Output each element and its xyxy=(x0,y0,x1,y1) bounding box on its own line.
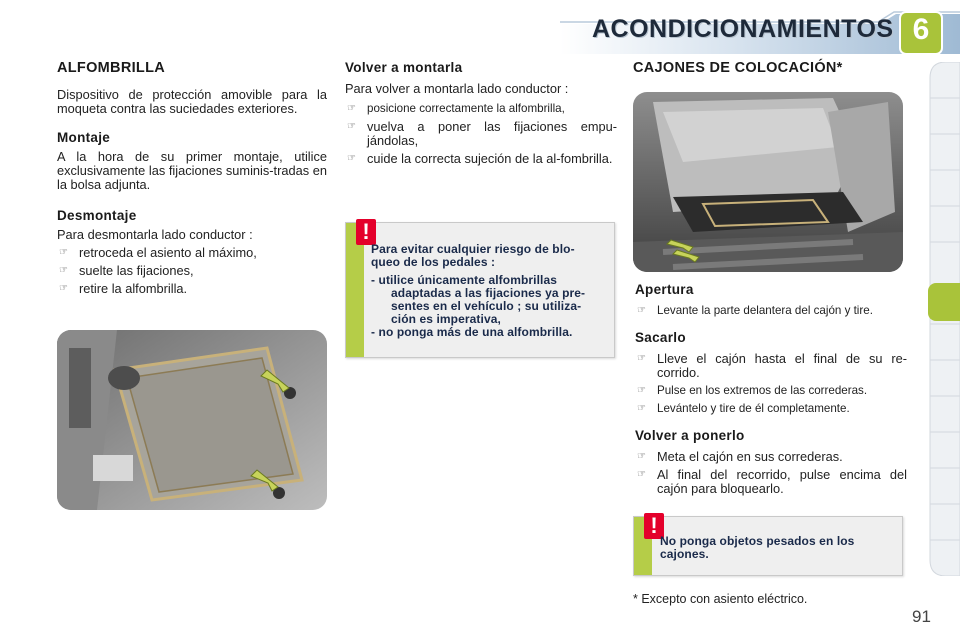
volver-heading: Volver a montarla xyxy=(345,60,463,75)
pointer-hand-icon: ☞ xyxy=(637,403,646,414)
pointer-hand-icon: ☞ xyxy=(347,121,356,132)
floor-mat-photo xyxy=(57,330,327,510)
seat-drawer-photo xyxy=(633,92,903,272)
pointer-hand-icon: ☞ xyxy=(637,305,646,316)
apertura-list xyxy=(635,304,907,318)
pointer-hand-icon: ☞ xyxy=(59,283,68,294)
sacarlo-list xyxy=(635,352,907,416)
pointer-hand-icon: ☞ xyxy=(59,247,68,258)
chapter-number: 6 xyxy=(912,13,930,46)
chapter-title: ACONDICIONAMIENTOS xyxy=(592,15,894,43)
desmontaje-heading: Desmontaje xyxy=(57,208,137,223)
montaje-heading: Montaje xyxy=(57,130,111,145)
exclamation-icon: ! xyxy=(356,219,376,245)
desmontaje-list xyxy=(57,246,327,296)
list-item: ☞ retire la alfombrilla. xyxy=(59,281,188,296)
list-item: ☞ vuelva a poner las fijaciones empu-jándolas, xyxy=(347,119,617,148)
montaje-text: A la hora de su primer montaje, utilice exclusivamente las fijaciones suminis-tradas en la bolsa adjunta. xyxy=(57,149,327,192)
column-cajones-text xyxy=(635,282,907,500)
list-item: ☞ Levántelo y tire de él completamente. xyxy=(637,402,850,415)
pointer-hand-icon: ☞ xyxy=(347,103,356,114)
list-item: ☞ posicione correctamente la alfombrilla, xyxy=(347,102,565,115)
cajones-title: CAJONES DE COLOCACIÓN* xyxy=(633,60,843,76)
column-volver-a-montarla xyxy=(345,60,617,170)
warning-box-pedales xyxy=(345,219,615,358)
volver-ponerlo-heading: Volver a ponerlo xyxy=(635,428,745,443)
page-number: 91 xyxy=(912,607,931,626)
section-title: ALFOMBRILLA xyxy=(57,60,166,76)
warning-box-cajones xyxy=(633,513,903,576)
list-item: ☞ Lleve el cajón hasta el final de su re-corrido. xyxy=(637,351,907,380)
warning-text: No ponga objetos pesados en los cajones. xyxy=(660,534,855,561)
list-item: ☞ Pulse en los extremos de las correderas. xyxy=(637,384,868,397)
list-item: ☞ Levante la parte delantera del cajón y tire. xyxy=(637,304,873,317)
exclamation-icon: ! xyxy=(644,513,664,539)
pointer-hand-icon: ☞ xyxy=(637,469,646,480)
list-item: ☞ suelte las fijaciones, xyxy=(59,263,194,278)
side-tab-active[interactable] xyxy=(928,283,960,321)
intro-text: Dispositivo de protección amovible para la moqueta contra las suciedades exteriores. xyxy=(57,87,327,116)
pointer-hand-icon: ☞ xyxy=(59,265,68,276)
column-cajones xyxy=(635,60,907,88)
volver-intro: Para volver a montarla lado conductor : xyxy=(345,81,569,96)
pointer-hand-icon: ☞ xyxy=(637,451,646,462)
list-item: ☞ retroceda el asiento al máximo, xyxy=(59,245,257,260)
list-item: ☞ cuide la correcta sujeción de la al-fombrilla. xyxy=(347,151,613,166)
pointer-hand-icon: ☞ xyxy=(637,353,646,364)
volver-list xyxy=(345,102,617,166)
desmontaje-intro: Para desmontarla lado conductor : xyxy=(57,227,253,242)
warning-text: Para evitar cualquier riesgo de blo- queo de los pedales : - utilice únicamente alfombrillas adaptadas a las fijaciones ya pre- sentes en el vehículo ; su utiliza- ción es imperativa, - no ponga más de una alfombrilla. xyxy=(371,242,586,339)
footnote: * Excepto con asiento eléctrico. xyxy=(633,592,808,606)
pointer-hand-icon: ☞ xyxy=(637,385,646,396)
volver-ponerlo-list xyxy=(635,450,907,496)
pointer-hand-icon: ☞ xyxy=(347,153,356,164)
apertura-heading: Apertura xyxy=(635,282,694,297)
sacarlo-heading: Sacarlo xyxy=(635,330,686,345)
column-alfombrilla xyxy=(57,60,327,300)
list-item: ☞ Al final del recorrido, pulse encima del cajón para bloquearlo. xyxy=(637,467,907,496)
list-item: ☞ Meta el cajón en sus correderas. xyxy=(637,449,843,464)
